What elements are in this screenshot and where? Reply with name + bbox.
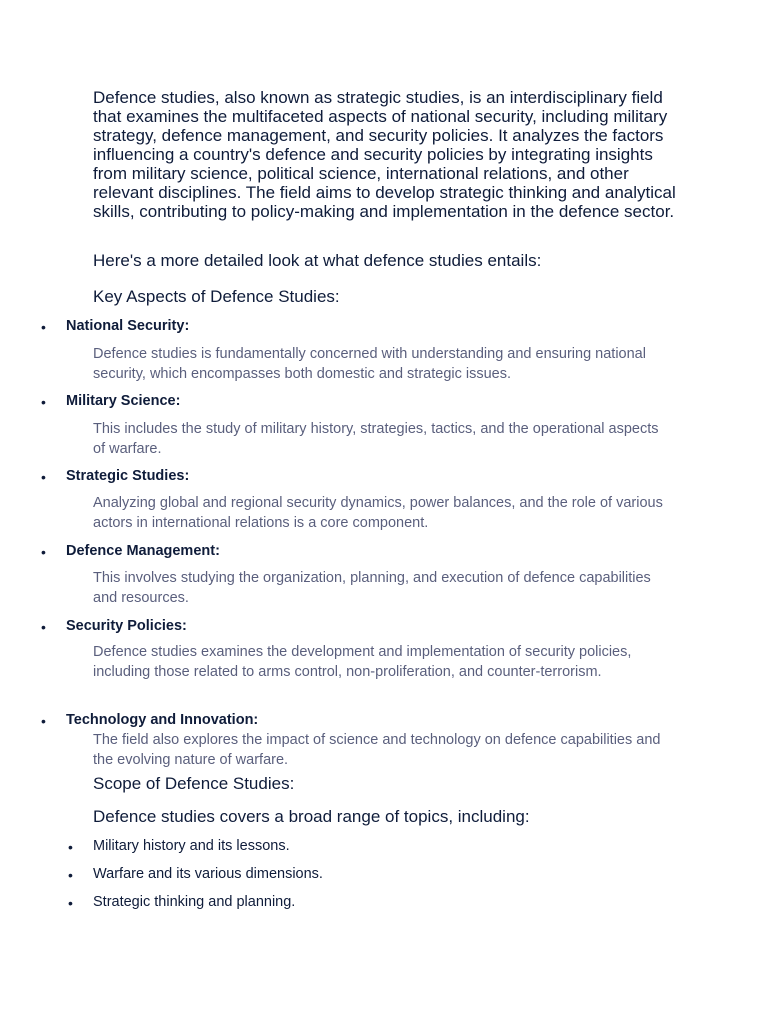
bullet-icon: • bbox=[41, 394, 46, 410]
topic-label: Warfare and its various dimensions. bbox=[93, 866, 323, 882]
bullet-icon: • bbox=[41, 619, 46, 635]
key-aspects-heading: Key Aspects of Defence Studies: bbox=[93, 287, 340, 306]
lead-paragraph: Here's a more detailed look at what defence studies entails: bbox=[93, 251, 542, 270]
aspect-title: Security Policies: bbox=[66, 618, 187, 634]
topic-label: Military history and its lessons. bbox=[93, 838, 290, 854]
aspect-description: The field also explores the impact of science and technology on defence capabilities and the evolving nature of warfare. bbox=[93, 732, 661, 768]
aspect-description: This involves studying the organization, planning, and execution of defence capabilities and resources. bbox=[93, 570, 651, 606]
aspect-description: Defence studies is fundamentally concerned with understanding and ensuring national security, which encompasses both domestic and strategic issues. bbox=[93, 346, 646, 382]
scope-lead-paragraph: Defence studies covers a broad range of topics, including: bbox=[93, 807, 530, 826]
aspect-description: Analyzing global and regional security dynamics, power balances, and the role of various actors in international relations is a core component. bbox=[93, 495, 663, 531]
scope-heading: Scope of Defence Studies: bbox=[93, 774, 295, 793]
bullet-icon: • bbox=[41, 713, 46, 729]
aspect-title: Strategic Studies: bbox=[66, 468, 190, 484]
aspect-title: National Security: bbox=[66, 318, 190, 334]
aspect-description: This includes the study of military history, strategies, tactics, and the operational aspects of warfare. bbox=[93, 421, 659, 457]
bullet-icon: • bbox=[68, 839, 73, 855]
bullet-icon: • bbox=[41, 469, 46, 485]
intro-paragraph: Defence studies, also known as strategic studies, is an interdisciplinary field that examines the multifaceted aspects of national security, including military strategy, defence management, and security policies. It analyzes the factors influencing a country's defence and security policies by integrating insights from military science, political science, international relations, and other relevant disciplines. The field aims to develop strategic thinking and analytical skills, contributing to policy-making and implementation in the defence sector. bbox=[93, 88, 676, 221]
aspect-description: Defence studies examines the development and implementation of security policies, including those related to arms control, non-proliferation, and counter-terrorism. bbox=[93, 644, 632, 680]
bullet-icon: • bbox=[68, 867, 73, 883]
bullet-icon: • bbox=[41, 544, 46, 560]
aspect-title: Military Science: bbox=[66, 393, 181, 409]
bullet-icon: • bbox=[41, 319, 46, 335]
bullet-icon: • bbox=[68, 895, 73, 911]
aspect-title: Defence Management: bbox=[66, 543, 220, 559]
aspect-title: Technology and Innovation: bbox=[66, 712, 259, 728]
topic-label: Strategic thinking and planning. bbox=[93, 894, 296, 910]
